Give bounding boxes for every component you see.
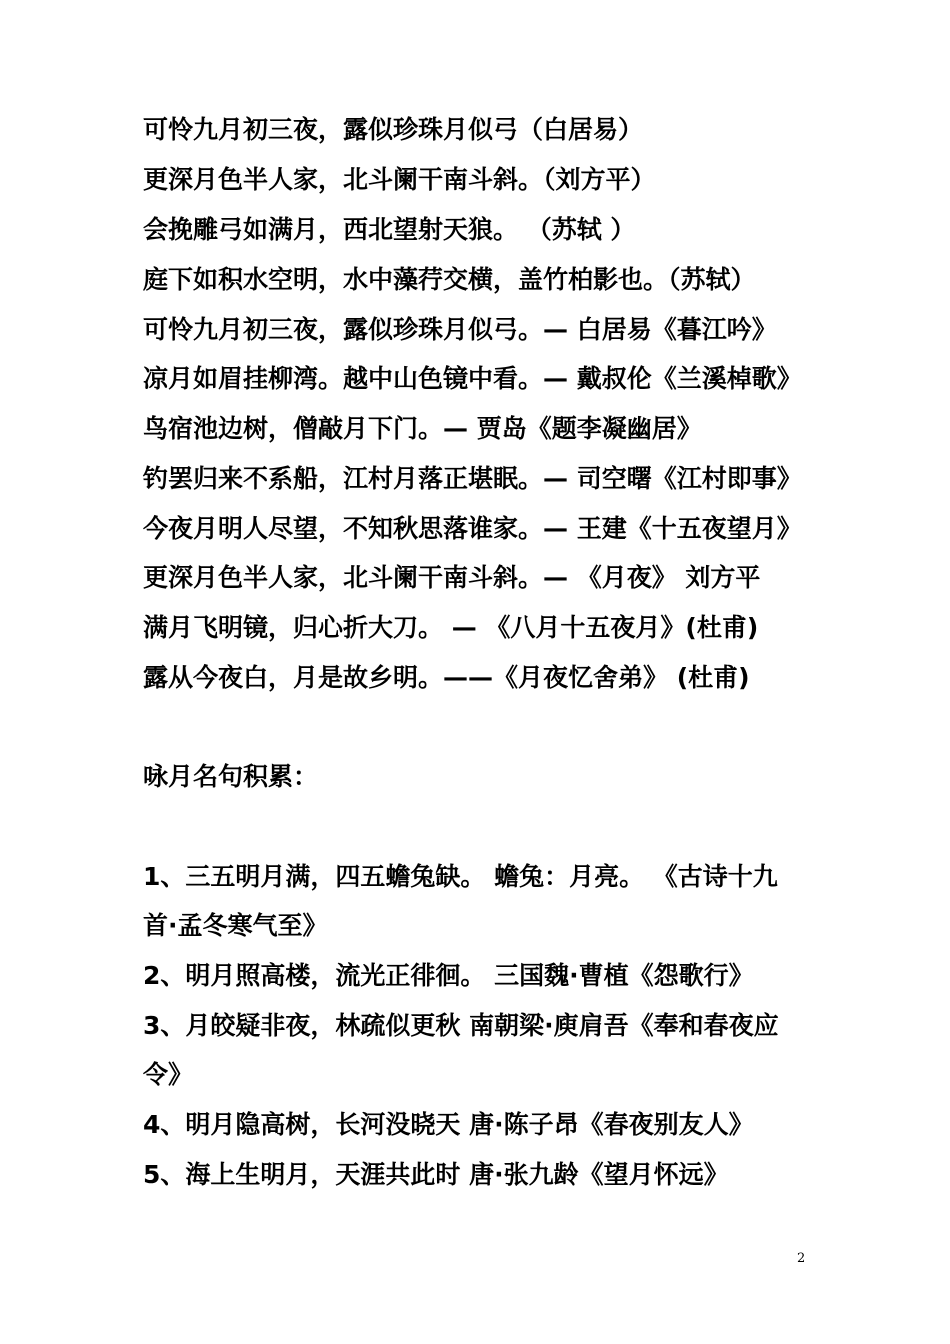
poem-line: 露从今夜白，月是故乡明。——《月夜忆舍弟》 (杜甫): [143, 663, 750, 692]
poem-line: 更深月色半人家，北斗阑干南斗斜。— 《月夜》 刘方平: [143, 563, 761, 592]
poem-line: 鸟宿池边树，僧敲月下门。— 贾岛《题李凝幽居》: [143, 414, 702, 443]
poem-line: 可怜九月初三夜，露似珍珠月似弓。— 白居易《暮江吟》: [143, 315, 777, 344]
poem-line: 凉月如眉挂柳湾。越中山色镜中看。— 戴叔伦《兰溪棹歌》: [143, 364, 802, 393]
list-item: 4、明月隐高树，长河没晓天 唐·陈子昂《春夜别友人》: [143, 1110, 754, 1139]
list-item-continuation: 令》: [143, 1060, 194, 1089]
poem-line: 可怜九月初三夜，露似珍珠月似弓（白居易）: [143, 115, 644, 144]
list-item-continuation: 首·孟冬寒气至》: [143, 911, 328, 940]
poem-line: 钓罢归来不系船，江村月落正堪眠。— 司空曙《江村即事》: [143, 464, 802, 493]
poem-line: 满月飞明镜，归心折大刀。 — 《八月十五夜月》(杜甫): [143, 613, 759, 642]
list-item: 5、海上生明月，天涯共此时 唐·张九龄《望月怀远》: [143, 1160, 729, 1189]
poem-line: 会挽雕弓如满月，西北望射天狼。 （苏轼 ）: [143, 215, 636, 244]
section-heading: 咏月名句积累：: [143, 762, 319, 791]
list-item: 2、明月照高楼，流光正徘徊。 三国魏·曹植《怨歌行》: [143, 961, 754, 990]
poem-line: 更深月色半人家，北斗阑干南斗斜。（刘方平）: [143, 165, 656, 194]
poem-line: 今夜月明人尽望，不知秋思落谁家。— 王建《十五夜望月》: [143, 514, 802, 543]
list-item: 1、三五明月满，四五蟾兔缺。 蟾兔：月亮。 《古诗十九: [143, 862, 778, 891]
list-item: 3、月皎疑非夜，林疏似更秋 南朝梁·庾肩吾《奉和春夜应: [143, 1011, 779, 1040]
poem-line: 庭下如积水空明，水中藻荇交横，盖竹柏影也。（苏轼）: [143, 265, 756, 294]
page-number: 2: [797, 1251, 806, 1266]
